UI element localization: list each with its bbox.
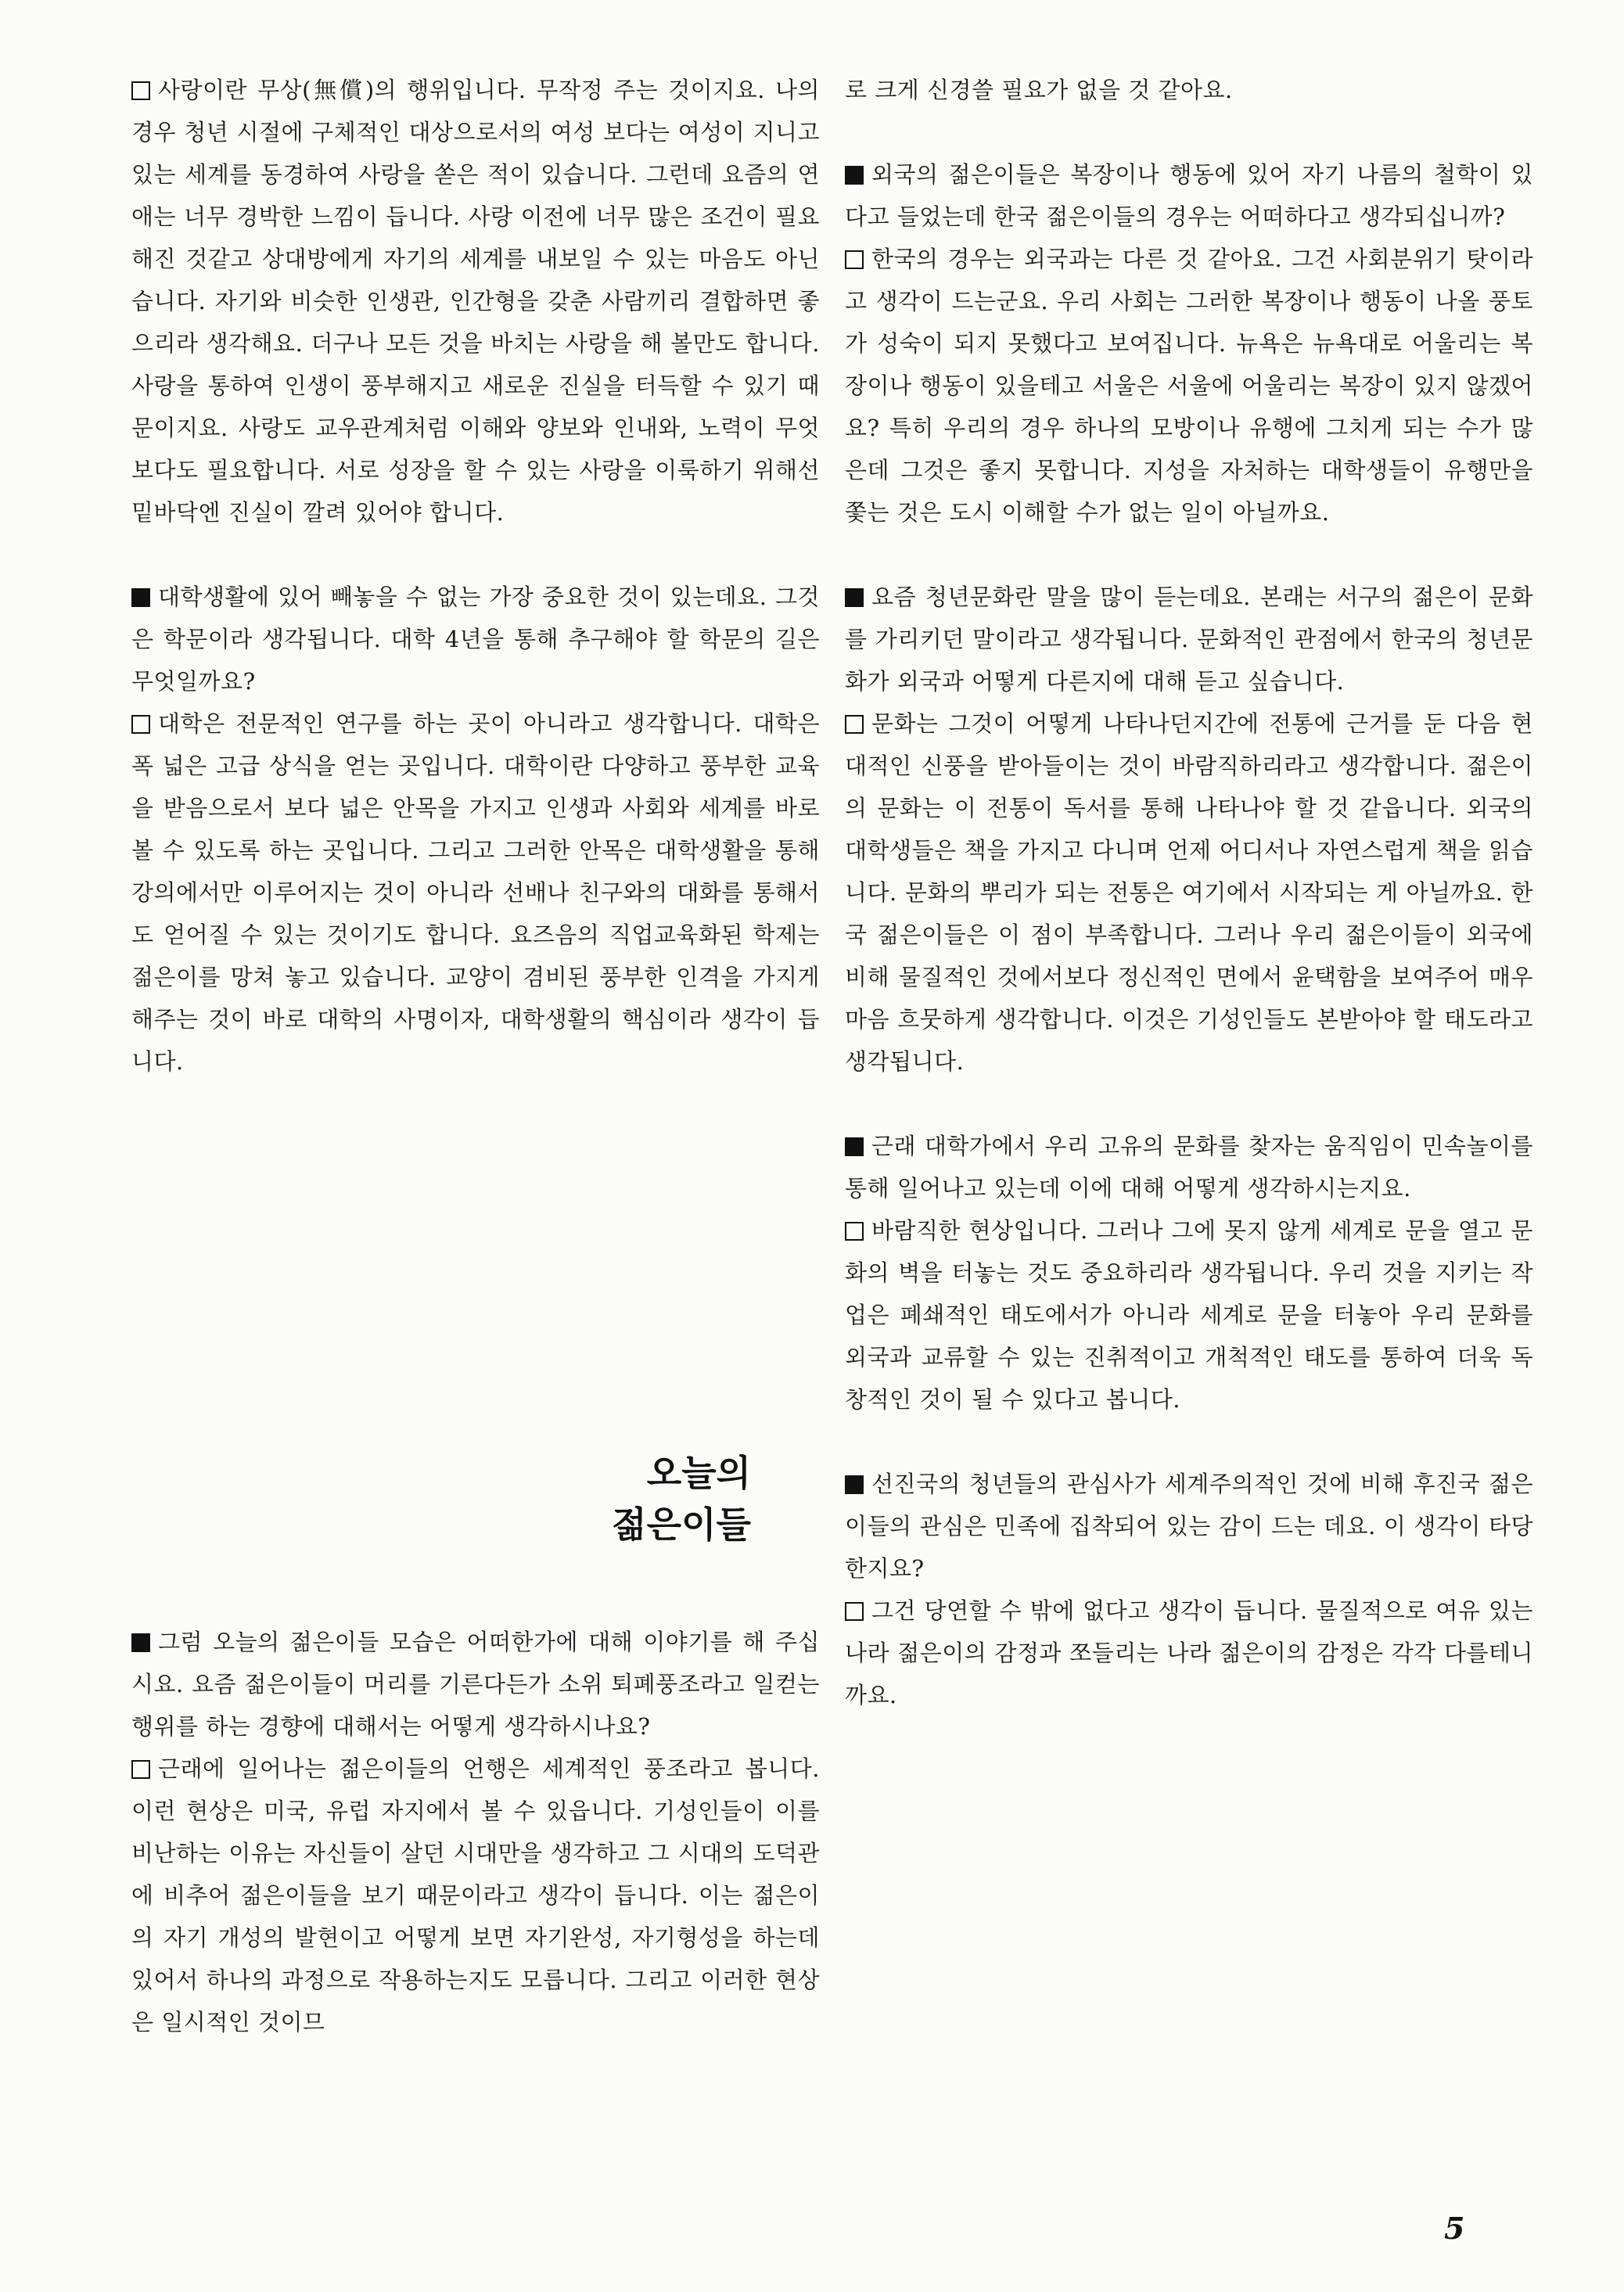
section-heading-line1: 오늘의 <box>646 1452 751 1494</box>
section-heading <box>516 1447 751 1550</box>
question-paragraph: 근래 대학가에서 우리 고유의 문화를 찾자는 움직임이 민속놀이를 통해 일어나고 있는데 이에 대해 어떻게 생각하시는지요. <box>845 1125 1533 1209</box>
page-number: 5 <box>1444 2211 1465 2246</box>
question-paragraph: 요즘 청년문화란 말을 많이 듣는데요. 본래는 서구의 젊은이 문화를 가리키던 말이라고 생각됩니다. 문화적인 관점에서 한국의 청년문화가 외국과 어떻게 다른지에 대해 듣고 싶습니다. <box>845 576 1533 702</box>
answer-paragraph: 사랑이란 무상(無償)의 행위입니다. 무작정 주는 것이지요. 나의 경우 청년 시절에 구체적인 대상으로서의 여성 보다는 여성이 지니고 있는 세계를 동경하여 사랑을 쏟은 적이 있습니다. 그런데 요즘의 연애는 너무 경박한 느낌이 듭니다. 사랑 이전에 너무 많은 조건이 필요해진 것같고 상대방에게 자기의 세계를 내보일 수 있는 마음도 아닌습니다. 자기와 비슷한 인생관, 인간형을 갖춘 사람끼리 결합하면 좋으리라 생각해요. 더구나 모든 것을 바치는 사랑을 해 볼만도 합니다. 사랑을 통하여 인생이 풍부해지고 새로운 진실을 터득할 수 있기 때문이지요. 사랑도 교우관계처럼 이해와 양보와 인내와, 노력이 무엇보다도 필요합니다. 서로 성장을 할 수 있는 사랑을 이룩하기 위해선 밑바닥엔 진실이 깔려 있어야 합니다. <box>131 69 820 533</box>
answer-paragraph: 문화는 그것이 어떻게 나타나던지간에 전통에 근거를 둔 다음 현대적인 신풍을 받아들이는 것이 바람직하리라고 생각합니다. 젊은이의 문화는 이 전통이 독서를 통해 나타나야 할 것 같읍니다. 외국의 대학생들은 책을 가지고 다니며 언제 어디서나 자연스럽게 책을 읽습니다. 문화의 뿌리가 되는 전통은 여기에서 시작되는 게 아닐까요. 한국 젊은이들은 이 점이 부족합니다. 그러나 우리 젊은이들이 외국에 비해 물질적인 것에서보다 정신적인 면에서 윤택함을 보여주어 매우 마음 흐뭇하게 생각합니다. 이것은 기성인들도 본받아야 할 태도라고 생각됩니다. <box>845 702 1533 1083</box>
left-column-lower <box>131 1621 820 2043</box>
answer-paragraph: 대학은 전문적인 연구를 하는 곳이 아니라고 생각합니다. 대학은 폭 넓은 고급 상식을 얻는 곳입니다. 대학이란 다양하고 풍부한 교육을 받음으로서 보다 넓은 안목을 가지고 인생과 사회와 세계를 바로 볼 수 있도록 하는 곳입니다. 그리고 그러한 안목은 대학생활을 통해 강의에서만 이루어지는 것이 아니라 선배나 친구와의 대화를 통해서도 얻어질 수 있는 것이기도 합니다. 요즈음의 직업교육화된 학제는 젊은이를 망쳐 놓고 있습니다. 교양이 겸비된 풍부한 인격을 가지게 해주는 것이 바로 대학의 사명이자, 대학생활의 핵심이라 생각이 듭니다. <box>131 702 820 1083</box>
question-paragraph: 대학생활에 있어 빼놓을 수 없는 가장 중요한 것이 있는데요. 그것은 학문이라 생각됩니다. 대학 4년을 통해 추구해야 할 학문의 길은 무엇일까요? <box>131 576 820 702</box>
question-paragraph: 외국의 젊은이들은 복장이나 행동에 있어 자기 나름의 철학이 있다고 들었는데 한국 젊은이들의 경우는 어떠하다고 생각되십니까? <box>845 153 1533 238</box>
continued-paragraph: 로 크게 신경쓸 필요가 없을 것 같아요. <box>845 77 1233 103</box>
question-paragraph: 선진국의 청년들의 관심사가 세계주의적인 것에 비해 후진국 젊은이들의 관심은 민족에 집착되어 있는 감이 드는 데요. 이 생각이 타당한지요? <box>845 1463 1533 1590</box>
question-paragraph: 그럼 오늘의 젊은이들 모습은 어떠한가에 대해 이야기를 해 주십시요. 요즘 젊은이들이 머리를 기른다든가 소위 퇴폐풍조라고 일컫는 행위를 하는 경향에 대해서는 어떻게 생각하시나요? <box>131 1621 820 1748</box>
answer-paragraph: 바람직한 현상입니다. 그러나 그에 못지 않게 세계로 문을 열고 문화의 벽을 터놓는 것도 중요하리라 생각됩니다. 우리 것을 지키는 작업은 폐쇄적인 태도에서가 아니라 세계로 문을 터놓아 우리 문화를 외국과 교류할 수 있는 진취적이고 개척적인 태도를 통하여 더욱 독창적인 것이 될 수 있다고 봅니다. <box>845 1209 1533 1421</box>
left-column <box>131 69 820 1083</box>
answer-paragraph: 그건 당연할 수 밖에 없다고 생각이 듭니다. 물질적으로 여유 있는 나라 젊은이의 감정과 쪼들리는 나라 젊은이의 감정은 각각 다를테니까요. <box>845 1590 1533 1716</box>
right-column <box>845 69 1533 1716</box>
answer-paragraph: 한국의 경우는 외국과는 다른 것 같아요. 그건 사회분위기 탓이라고 생각이 드는군요. 우리 사회는 그러한 복장이나 행동이 나올 풍토가 성숙이 되지 못했다고 보여집니다. 뉴욕은 뉴욕대로 어울리는 복장이나 행동이 있을테고 서울은 서울에 어울리는 복장이 있지 않겠어요? 특히 우리의 경우 하나의 모방이나 유행에 그치게 되는 수가 많은데 그것은 좋지 못합니다. 지성을 자처하는 대학생들이 유행만을 쫓는 것은 도시 이해할 수가 없는 일이 아닐까요. <box>845 238 1533 533</box>
section-heading-line2: 젊은이들 <box>612 1503 751 1546</box>
answer-paragraph: 근래에 일어나는 젊은이들의 언행은 세계적인 풍조라고 봅니다. 이런 현상은 미국, 유럽 자지에서 볼 수 있읍니다. 기성인들이 이를 비난하는 이유는 자신들이 살던 시대만을 생각하고 그 시대의 도덕관에 비추어 젊은이들을 보기 때문이라고 생각이 듭니다. 이는 젊은이의 자기 개성의 발현이고 어떻게 보면 자기완성, 자기형성을 하는데 있어서 하나의 과정으로 작용하는지도 모릅니다. 그리고 이러한 현상은 일시적인 것이므 <box>131 1748 820 2043</box>
